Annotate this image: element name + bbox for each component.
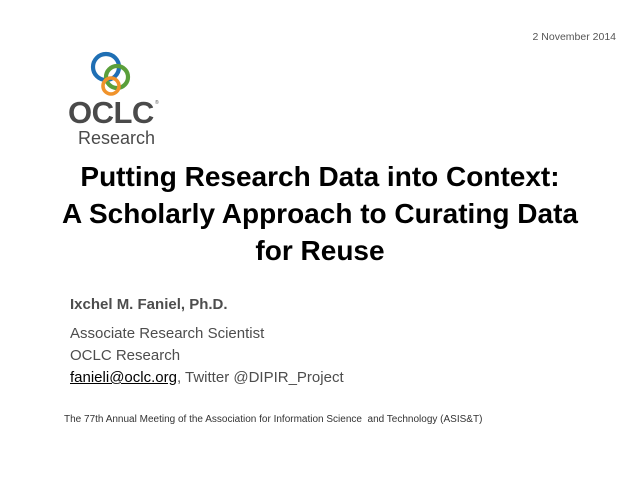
presenter-role: Associate Research Scientist (70, 325, 265, 342)
conference-name: The 77th Annual Meeting of the Association for Information Science and Technology (ASIS&T) (64, 414, 483, 425)
logo-trademark: ® (155, 100, 159, 106)
oclc-rings-icon (88, 50, 140, 98)
logo-subtitle: Research (78, 128, 156, 148)
title-line-3: for Reuse (255, 235, 385, 266)
twitter-handle: , Twitter @DIPIR_Project (176, 369, 344, 386)
title-line-2: A Scholarly Approach to Curating Data (62, 198, 578, 229)
presenter-contact (70, 367, 344, 389)
title-line-1: Putting Research Data into Context: (80, 161, 560, 192)
presenter-name: Ixchel M. Faniel, Ph.D. (70, 296, 228, 313)
email-link[interactable]: fanieli@oclc.org (70, 369, 177, 386)
presenter-organization: OCLC Research (70, 347, 181, 364)
logo-wordmark: OCLC (68, 95, 154, 130)
presentation-date: 2 November 2014 (532, 31, 616, 43)
slide-title (0, 158, 640, 269)
oclc-research-logo (64, 50, 164, 150)
presenter-info (70, 323, 344, 389)
